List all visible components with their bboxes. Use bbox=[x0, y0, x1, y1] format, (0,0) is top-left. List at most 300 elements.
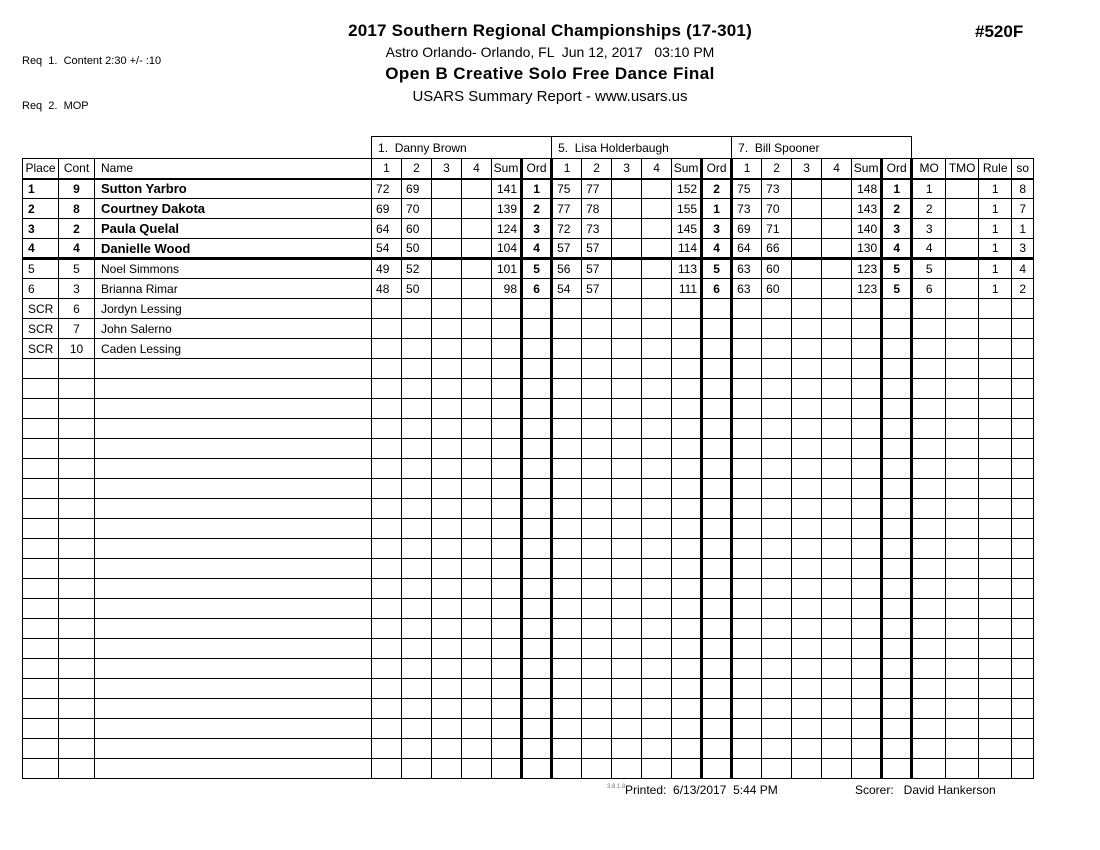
judge-score-cell bbox=[822, 379, 852, 399]
judge-ord-cell: 5 bbox=[882, 259, 912, 279]
judge-score-cell bbox=[552, 499, 582, 519]
judge-score-cell bbox=[432, 519, 462, 539]
judge-score-cell bbox=[612, 679, 642, 699]
judge-score-cell: 78 bbox=[582, 199, 612, 219]
judge-score-cell bbox=[822, 519, 852, 539]
judge-score-cell bbox=[612, 499, 642, 519]
skater-name-cell bbox=[95, 659, 372, 679]
empty-row bbox=[23, 659, 1034, 679]
contestant-number-cell: 7 bbox=[59, 319, 95, 339]
skater-name-cell bbox=[95, 719, 372, 739]
sum-header: Sum bbox=[672, 159, 702, 179]
judge-score-cell bbox=[792, 379, 822, 399]
judge-ord-cell bbox=[702, 659, 732, 679]
tmo-cell bbox=[946, 579, 979, 599]
judge-score-cell bbox=[402, 719, 432, 739]
contestant-number-cell: 9 bbox=[59, 179, 95, 199]
judge-score-cell bbox=[552, 519, 582, 539]
judge-score-cell: 66 bbox=[762, 239, 792, 259]
judge-score-cell bbox=[462, 299, 492, 319]
judge-sum-cell bbox=[492, 319, 522, 339]
judge-score-cell bbox=[372, 679, 402, 699]
judge-ord-cell: 2 bbox=[882, 199, 912, 219]
place-cell: 3 bbox=[23, 219, 59, 239]
judge-sum-cell bbox=[672, 579, 702, 599]
judge-score-cell bbox=[402, 679, 432, 699]
skater-name-cell bbox=[95, 739, 372, 759]
judge-ord-cell: 2 bbox=[522, 199, 552, 219]
place-cell bbox=[23, 739, 59, 759]
judge-score-cell: 75 bbox=[552, 179, 582, 199]
skater-name-cell bbox=[95, 699, 372, 719]
judge-score-cell bbox=[792, 359, 822, 379]
judge-score-cell: 69 bbox=[372, 199, 402, 219]
place-cell: 5 bbox=[23, 259, 59, 279]
judge-sum-cell bbox=[672, 639, 702, 659]
judge-score-cell bbox=[792, 279, 822, 299]
judge-score-cell bbox=[462, 559, 492, 579]
judge-score-cell bbox=[372, 359, 402, 379]
mo-cell: 4 bbox=[912, 239, 946, 259]
mo-cell: 6 bbox=[912, 279, 946, 299]
judge-sum-cell bbox=[852, 499, 882, 519]
judge-score-cell bbox=[402, 339, 432, 359]
rule-cell bbox=[979, 559, 1012, 579]
place-cell: SCR bbox=[23, 339, 59, 359]
judge-ord-cell bbox=[882, 699, 912, 719]
judge-sum-cell bbox=[492, 679, 522, 699]
mo-cell bbox=[912, 379, 946, 399]
judge-score-cell bbox=[432, 719, 462, 739]
spacer-left bbox=[23, 137, 372, 159]
judge-score-cell: 70 bbox=[762, 199, 792, 219]
skater-name-cell bbox=[95, 479, 372, 499]
judge-score-cell bbox=[732, 379, 762, 399]
mo-cell bbox=[912, 579, 946, 599]
judge-score-cell bbox=[372, 479, 402, 499]
judge-score-cell bbox=[792, 679, 822, 699]
judge-ord-cell bbox=[882, 539, 912, 559]
judge-score-cell bbox=[612, 179, 642, 199]
judge-score-cell bbox=[732, 519, 762, 539]
tmo-cell bbox=[946, 199, 979, 219]
mo-cell bbox=[912, 479, 946, 499]
judge-sum-cell bbox=[672, 619, 702, 639]
mo-cell bbox=[912, 599, 946, 619]
judge-score-cell bbox=[552, 539, 582, 559]
judge-ord-cell bbox=[882, 499, 912, 519]
judge-ord-cell bbox=[522, 719, 552, 739]
judge-score-cell bbox=[462, 239, 492, 259]
mark-col-header: 1 bbox=[732, 159, 762, 179]
mark-col-header: 2 bbox=[762, 159, 792, 179]
place-cell bbox=[23, 419, 59, 439]
judge-sum-cell bbox=[852, 319, 882, 339]
judge-score-cell bbox=[432, 339, 462, 359]
judge-score-cell bbox=[822, 279, 852, 299]
judge-sum-cell bbox=[672, 379, 702, 399]
judge-score-cell bbox=[402, 579, 432, 599]
place-cell bbox=[23, 499, 59, 519]
judge-sum-cell bbox=[492, 439, 522, 459]
judge-ord-cell bbox=[702, 499, 732, 519]
mo-cell bbox=[912, 759, 946, 779]
judge-sum-cell bbox=[852, 559, 882, 579]
tmo-cell bbox=[946, 319, 979, 339]
judge-score-cell bbox=[582, 299, 612, 319]
championship-title: 2017 Southern Regional Championships (17-301) bbox=[348, 21, 752, 40]
judge-score-cell bbox=[432, 219, 462, 239]
judge-score-cell bbox=[762, 719, 792, 739]
contestant-number-cell bbox=[59, 359, 95, 379]
judge-score-cell: 60 bbox=[762, 279, 792, 299]
judge-sum-cell bbox=[492, 599, 522, 619]
judge-ord-cell: 3 bbox=[702, 219, 732, 239]
judge-ord-cell bbox=[882, 719, 912, 739]
judge-score-cell bbox=[642, 559, 672, 579]
tmo-cell bbox=[946, 559, 979, 579]
empty-row bbox=[23, 739, 1034, 759]
judge-ord-cell bbox=[702, 579, 732, 599]
judge-sum-cell bbox=[672, 539, 702, 559]
judge-sum-cell bbox=[852, 519, 882, 539]
judge-sum-cell: 98 bbox=[492, 279, 522, 299]
judge-sum-cell bbox=[492, 619, 522, 639]
result-row bbox=[23, 259, 1034, 279]
mo-cell bbox=[912, 639, 946, 659]
tmo-cell bbox=[946, 699, 979, 719]
judge-score-cell bbox=[822, 539, 852, 559]
rule-cell bbox=[979, 339, 1012, 359]
judge-score-cell bbox=[732, 539, 762, 559]
judge-score-cell bbox=[582, 479, 612, 499]
judge-score-cell bbox=[792, 619, 822, 639]
contestant-number-cell: 2 bbox=[59, 219, 95, 239]
judge-sum-cell bbox=[852, 339, 882, 359]
judge-score-cell bbox=[462, 179, 492, 199]
mo-cell: 1 bbox=[912, 179, 946, 199]
judge-score-cell bbox=[822, 579, 852, 599]
tmo-cell bbox=[946, 479, 979, 499]
judge-score-cell bbox=[642, 299, 672, 319]
judge-score-cell bbox=[462, 479, 492, 499]
judge-score-cell bbox=[762, 739, 792, 759]
judge-score-cell: 73 bbox=[582, 219, 612, 239]
judge-score-cell bbox=[642, 579, 672, 599]
judge-ord-cell bbox=[882, 359, 912, 379]
result-row bbox=[23, 179, 1034, 199]
judge-score-cell bbox=[462, 399, 492, 419]
place-cell bbox=[23, 679, 59, 699]
judge-score-cell bbox=[552, 759, 582, 779]
judge-score-cell bbox=[792, 299, 822, 319]
judge-score-cell bbox=[372, 499, 402, 519]
so-cell bbox=[1012, 499, 1034, 519]
judge-score-cell bbox=[552, 479, 582, 499]
judge-ord-cell bbox=[522, 699, 552, 719]
judge-sum-cell: 148 bbox=[852, 179, 882, 199]
judge-ord-cell bbox=[522, 299, 552, 319]
judge-score-cell bbox=[762, 379, 792, 399]
contestant-number-cell bbox=[59, 759, 95, 779]
judge-score-cell bbox=[432, 179, 462, 199]
judge-score-cell bbox=[432, 299, 462, 319]
judge-sum-cell: 140 bbox=[852, 219, 882, 239]
judge-score-cell bbox=[762, 639, 792, 659]
judge-score-cell bbox=[612, 579, 642, 599]
judge-score-cell bbox=[642, 199, 672, 219]
rule-cell bbox=[979, 499, 1012, 519]
rule-cell: 1 bbox=[979, 259, 1012, 279]
tmo-cell bbox=[946, 339, 979, 359]
judge-score-cell bbox=[732, 419, 762, 439]
judge-score-cell bbox=[762, 679, 792, 699]
skater-name-cell bbox=[95, 439, 372, 459]
judge-score-cell bbox=[642, 519, 672, 539]
mark-col-header: 3 bbox=[792, 159, 822, 179]
empty-row bbox=[23, 379, 1034, 399]
judge-score-cell bbox=[792, 739, 822, 759]
judge-sum-cell bbox=[492, 699, 522, 719]
judge-score-cell bbox=[372, 439, 402, 459]
mo-cell bbox=[912, 559, 946, 579]
judge-sum-cell bbox=[492, 559, 522, 579]
judge-score-cell bbox=[642, 459, 672, 479]
judge-score-cell bbox=[792, 319, 822, 339]
judge-sum-cell bbox=[672, 699, 702, 719]
judge-ord-cell: 6 bbox=[702, 279, 732, 299]
judge-score-cell bbox=[792, 459, 822, 479]
judge-score-cell bbox=[792, 519, 822, 539]
tmo-header: TMO bbox=[946, 159, 979, 179]
judge-score-cell bbox=[612, 379, 642, 399]
judge-score-cell bbox=[792, 179, 822, 199]
judge-score-cell bbox=[552, 439, 582, 459]
judge-sum-cell bbox=[672, 679, 702, 699]
judge-score-cell bbox=[732, 479, 762, 499]
tmo-cell bbox=[946, 239, 979, 259]
judge-score-cell bbox=[582, 639, 612, 659]
judge-sum-cell bbox=[492, 659, 522, 679]
judge-ord-cell: 4 bbox=[702, 239, 732, 259]
empty-row bbox=[23, 439, 1034, 459]
mark-col-header: 2 bbox=[402, 159, 432, 179]
judge-score-cell bbox=[792, 579, 822, 599]
judge-ord-cell bbox=[702, 559, 732, 579]
place-cell bbox=[23, 539, 59, 559]
judge-ord-cell bbox=[882, 579, 912, 599]
judge-ord-cell bbox=[882, 639, 912, 659]
judge-ord-cell bbox=[522, 319, 552, 339]
contestant-number-cell bbox=[59, 619, 95, 639]
judge-score-cell bbox=[792, 759, 822, 779]
empty-row bbox=[23, 599, 1034, 619]
skater-name-cell: Jordyn Lessing bbox=[95, 299, 372, 319]
judge-ord-cell bbox=[882, 679, 912, 699]
judge-score-cell bbox=[762, 659, 792, 679]
so-cell: 7 bbox=[1012, 199, 1034, 219]
judge-score-cell bbox=[642, 699, 672, 719]
judge-score-cell bbox=[402, 659, 432, 679]
judge-score-cell bbox=[462, 279, 492, 299]
judge-sum-cell bbox=[852, 579, 882, 599]
result-row bbox=[23, 319, 1034, 339]
judge-sum-cell bbox=[852, 719, 882, 739]
judge-score-cell bbox=[582, 599, 612, 619]
judge-sum-cell bbox=[852, 539, 882, 559]
judge-score-cell bbox=[462, 379, 492, 399]
mark-col-header: 4 bbox=[462, 159, 492, 179]
mark-col-header: 4 bbox=[822, 159, 852, 179]
result-row bbox=[23, 299, 1034, 319]
judge-score-cell bbox=[372, 539, 402, 559]
judge-score-cell bbox=[402, 599, 432, 619]
judge-score-cell bbox=[762, 359, 792, 379]
judge-ord-cell bbox=[702, 439, 732, 459]
judge-score-cell: 56 bbox=[552, 259, 582, 279]
contestant-number-cell bbox=[59, 479, 95, 499]
judge-score-cell bbox=[732, 639, 762, 659]
judge-score-cell bbox=[762, 499, 792, 519]
judge-score-cell: 72 bbox=[552, 219, 582, 239]
contestant-number-cell bbox=[59, 439, 95, 459]
judge-score-cell bbox=[582, 579, 612, 599]
so-header: so bbox=[1012, 159, 1034, 179]
judge-score-cell bbox=[642, 659, 672, 679]
judge-sum-cell bbox=[672, 439, 702, 459]
judge-score-cell bbox=[552, 419, 582, 439]
judge-score-cell bbox=[822, 659, 852, 679]
empty-row bbox=[23, 639, 1034, 659]
judge-score-cell bbox=[372, 759, 402, 779]
judge-sum-cell: 104 bbox=[492, 239, 522, 259]
judge-score-cell bbox=[582, 379, 612, 399]
judge-score-cell bbox=[762, 759, 792, 779]
judge-sum-cell bbox=[852, 479, 882, 499]
judge-score-cell bbox=[732, 339, 762, 359]
judge-score-cell bbox=[762, 399, 792, 419]
judge-ord-cell bbox=[702, 739, 732, 759]
req-line-2: Req 2. MOP bbox=[22, 100, 89, 112]
judge-score-cell bbox=[552, 659, 582, 679]
tmo-cell bbox=[946, 259, 979, 279]
judge-score-cell bbox=[432, 699, 462, 719]
judge-score-cell bbox=[582, 439, 612, 459]
rule-cell: 1 bbox=[979, 279, 1012, 299]
judge-score-cell bbox=[402, 459, 432, 479]
judge-score-cell bbox=[642, 759, 672, 779]
mark-col-header: 4 bbox=[642, 159, 672, 179]
judge-score-cell bbox=[432, 279, 462, 299]
judge-score-cell bbox=[612, 419, 642, 439]
skater-name-cell bbox=[95, 559, 372, 579]
judge-score-cell bbox=[822, 259, 852, 279]
rule-cell bbox=[979, 519, 1012, 539]
judge-score-cell bbox=[372, 399, 402, 419]
tmo-cell bbox=[946, 459, 979, 479]
judge-score-cell bbox=[372, 339, 402, 359]
judge-score-cell bbox=[402, 619, 432, 639]
judge-score-cell bbox=[462, 739, 492, 759]
judge-sum-cell bbox=[492, 299, 522, 319]
judge-score-cell bbox=[642, 539, 672, 559]
skater-name-cell bbox=[95, 599, 372, 619]
judge-score-cell bbox=[462, 359, 492, 379]
skater-name-cell: Caden Lessing bbox=[95, 339, 372, 359]
judge-score-cell bbox=[732, 619, 762, 639]
judge-sum-cell bbox=[672, 559, 702, 579]
judge-ord-cell bbox=[522, 339, 552, 359]
place-cell bbox=[23, 519, 59, 539]
judge-sum-cell bbox=[852, 359, 882, 379]
judge-name-box: 7. Bill Spooner bbox=[732, 137, 912, 159]
contestant-number-cell: 6 bbox=[59, 299, 95, 319]
judge-score-cell bbox=[462, 639, 492, 659]
so-cell: 3 bbox=[1012, 239, 1034, 259]
so-cell bbox=[1012, 579, 1034, 599]
contestant-number-cell bbox=[59, 399, 95, 419]
empty-row bbox=[23, 499, 1034, 519]
judge-score-cell bbox=[642, 219, 672, 239]
judge-ord-cell bbox=[702, 379, 732, 399]
judge-ord-cell bbox=[882, 319, 912, 339]
contestant-number-cell bbox=[59, 659, 95, 679]
judge-score-cell bbox=[432, 419, 462, 439]
judge-score-cell bbox=[432, 439, 462, 459]
judge-score-cell bbox=[642, 359, 672, 379]
tmo-cell bbox=[946, 599, 979, 619]
rule-cell bbox=[979, 399, 1012, 419]
judge-score-cell bbox=[762, 479, 792, 499]
judge-score-cell bbox=[462, 439, 492, 459]
judge-score-cell bbox=[582, 619, 612, 639]
so-cell bbox=[1012, 339, 1034, 359]
judge-sum-cell bbox=[492, 539, 522, 559]
judge-sum-cell bbox=[672, 459, 702, 479]
judge-ord-cell bbox=[882, 379, 912, 399]
judge-score-cell bbox=[792, 659, 822, 679]
contestant-number-cell bbox=[59, 539, 95, 559]
contestant-number-cell: 10 bbox=[59, 339, 95, 359]
mo-cell bbox=[912, 619, 946, 639]
judge-score-cell bbox=[822, 479, 852, 499]
judge-score-cell bbox=[402, 519, 432, 539]
judge-ord-cell bbox=[702, 639, 732, 659]
judge-ord-cell bbox=[522, 739, 552, 759]
so-cell bbox=[1012, 739, 1034, 759]
judge-score-cell bbox=[642, 639, 672, 659]
judge-sum-cell bbox=[672, 659, 702, 679]
judge-ord-cell bbox=[882, 619, 912, 639]
place-cell: SCR bbox=[23, 319, 59, 339]
place-cell: 2 bbox=[23, 199, 59, 219]
judge-sum-cell: 123 bbox=[852, 279, 882, 299]
judge-sum-cell: 143 bbox=[852, 199, 882, 219]
judge-score-cell: 63 bbox=[732, 259, 762, 279]
judge-score-cell: 50 bbox=[402, 279, 432, 299]
rule-cell bbox=[979, 459, 1012, 479]
skater-name-cell bbox=[95, 379, 372, 399]
event-title: Open B Creative Solo Free Dance Final bbox=[385, 64, 715, 83]
judge-score-cell bbox=[402, 639, 432, 659]
rule-cell bbox=[979, 299, 1012, 319]
judge-score-cell bbox=[642, 239, 672, 259]
judge-score-cell bbox=[792, 419, 822, 439]
contestant-number-cell bbox=[59, 699, 95, 719]
venue-date-line: Astro Orlando- Orlando, FL Jun 12, 2017 03:10 PM bbox=[385, 44, 715, 60]
skater-name-cell bbox=[95, 359, 372, 379]
judge-sum-cell bbox=[672, 759, 702, 779]
